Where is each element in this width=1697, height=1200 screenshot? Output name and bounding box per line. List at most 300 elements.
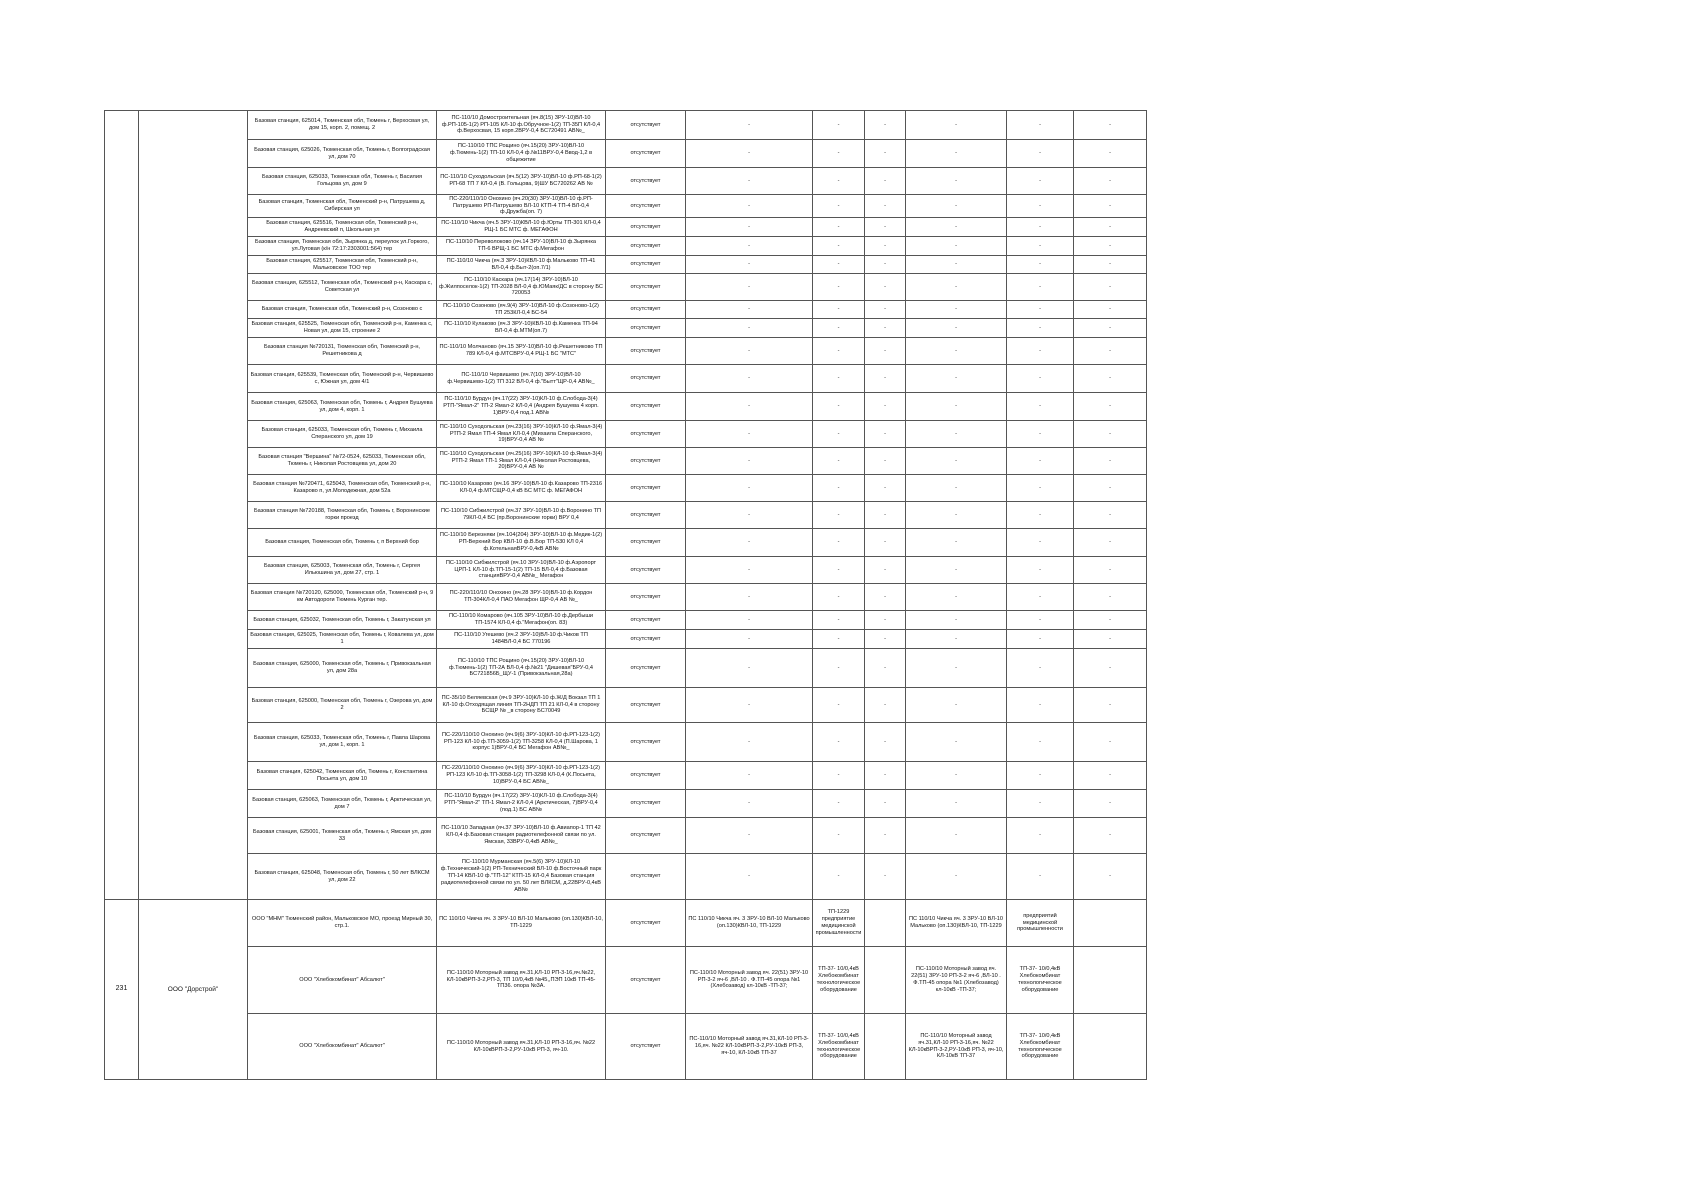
col5-cell: - xyxy=(813,237,865,256)
col4-cell: - xyxy=(686,393,813,421)
col9-cell: - xyxy=(1074,529,1147,557)
supply-line-cell: ПС-220/110/10 Онохино (яч.9(6) ЗРУ-10)КЛ-10 ф.РП-123-1(2) РП-123 КЛ-10 ф.ТП-3059-1(2) ТП-3258 КЛ-0,4 (П.Шарова, 1 корпус 1)ВРУ-0,4 БС Мегафон АВ№_ xyxy=(437,723,606,762)
address-cell: Базовая станция, 625003, Тюменская обл, Тюмень г, Сергея Ильюшина ул, дом 27, стр. 1 xyxy=(248,557,437,584)
table-row xyxy=(105,237,1147,256)
number-cell-empty xyxy=(105,111,139,900)
col7-cell: - xyxy=(906,421,1007,448)
document-table xyxy=(104,110,1147,1080)
col7-cell: - xyxy=(906,338,1007,365)
col6-cell: - xyxy=(865,790,906,818)
supply-line-cell: ПС-220/110/10 Онохино (яч.20(30) ЗРУ-10)ВЛ-10 ф.РП-Патрушево РП-Патрушево ВЛ-10 КТП-4 ТП-4 ВЛ-0,4 ф.Дружба(оп. 7) xyxy=(437,195,606,218)
col5-cell: - xyxy=(813,218,865,237)
col7-cell: - xyxy=(906,237,1007,256)
status-cell: отсутствует xyxy=(606,790,686,818)
status-cell: отсутствует xyxy=(606,688,686,723)
col5-cell: - xyxy=(813,448,865,475)
status-cell: отсутствует xyxy=(606,502,686,529)
row-number-cell: 231 xyxy=(105,900,139,1080)
table-row xyxy=(105,723,1147,762)
col9-cell: - xyxy=(1074,256,1147,274)
supply-line-cell: ПС-110/10 Бурдун (яч.17(22) ЗРУ-10)КЛ-10 ф.Слобода-3(4) РТП-"Ямал-2" ТП-1 Ямал-2 КЛ-0,4 (Арктическая, 7)ВРУ-0,4 (под.1) БС АВ№ xyxy=(437,790,606,818)
status-cell: отсутствует xyxy=(606,218,686,237)
col9-cell: - xyxy=(1074,319,1147,338)
col7-cell: ПС-110/10 Моторный завод яч. 22(51) ЗРУ-10 РП-3-2 яч-6 ,ВЛ-10 . Ф.ТП-45 опора №1 (Хлебозавод) кл-10кВ -ТП-37; xyxy=(906,947,1007,1014)
table-row xyxy=(105,611,1147,630)
status-cell: отсутствует xyxy=(606,338,686,365)
col7-cell: - xyxy=(906,611,1007,630)
table-row xyxy=(105,393,1147,421)
col9-cell: - xyxy=(1074,584,1147,611)
col9-cell: - xyxy=(1074,301,1147,319)
supply-line-cell: ПС-110/10 Каскара (яч.17(14) ЗРУ-10)ВЛ-10 ф.Жилпоселок-1(2) ТП-2028 ВЛ-0,4 ф.ЮМаяк/ДС в сторону БС 720053 xyxy=(437,274,606,301)
col4-cell: - xyxy=(686,790,813,818)
address-cell: Базовая станция, 625032, Тюменская обл, Тюмень г, Закатунская ул xyxy=(248,611,437,630)
supply-line-cell: ПС-110/10 Сибжилстрой (яч.10 ЗРУ-10)ВЛ-10 ф.Аэропорт ЦРП-1 КЛ-10 ф.ТП-15-1(2) ТП-15 ВЛ-0,4 ф.Базовая станцияВРУ-0,4 АВ№_ Мегафон xyxy=(437,557,606,584)
col4-cell: - xyxy=(686,854,813,900)
table-row xyxy=(105,274,1147,301)
col4-cell: - xyxy=(686,237,813,256)
col9-cell: - xyxy=(1074,393,1147,421)
col4-cell: - xyxy=(686,649,813,688)
col8-cell: - xyxy=(1007,688,1074,723)
address-cell: Базовая станция, 625525, Тюменская обл, Тюменский р-н, Каменка с, Новая ул, дом 15, строение 2 xyxy=(248,319,437,338)
col8-cell: - xyxy=(1007,557,1074,584)
col5-cell: - xyxy=(813,649,865,688)
supply-line-cell: ПС-110/10 Казарово (яч.16 ЗРУ-10)ВЛ-10 ф.Казарово ТП-2316 КЛ-0,4 ф.МТСЩР-0,4 кВ БС МТС ф. МЕГАФОН xyxy=(437,475,606,502)
status-cell: отсутствует xyxy=(606,365,686,393)
col9-cell: - xyxy=(1074,448,1147,475)
col4-cell: - xyxy=(686,365,813,393)
supply-line-cell: ПС-110/10 ТПС Рощино (яч.15(20) ЗРУ-10)ВЛ-10 ф.Тюмень-1(2) ТП-10 КЛ-0,4 ф.№11ВРУ-0,4 Ввод-1,2 в общежитие xyxy=(437,140,606,168)
col8-cell: ТП-37- 10/0,4кВ Хлебокомбинат технологическое оборудование xyxy=(1007,947,1074,1014)
address-cell: Базовая станция, 625063, Тюменская обл, Тюмень г, Андрея Бушуева ул, дом 4, корп. 1 xyxy=(248,393,437,421)
col8-cell: - xyxy=(1007,338,1074,365)
status-cell: отсутствует xyxy=(606,1014,686,1080)
col4-cell: - xyxy=(686,557,813,584)
status-cell: отсутствует xyxy=(606,111,686,140)
col6-cell: - xyxy=(865,421,906,448)
address-cell: Базовая станция №720131, Тюменская обл, Тюменский р-н, Решетникова д xyxy=(248,338,437,365)
address-cell: ООО "Хлебокомбинат" Абсалют" xyxy=(248,947,437,1014)
status-cell: отсутствует xyxy=(606,649,686,688)
col7-cell: - xyxy=(906,301,1007,319)
col9-cell: - xyxy=(1074,630,1147,649)
table-row xyxy=(105,529,1147,557)
col9-cell xyxy=(1074,900,1147,947)
col7-cell: - xyxy=(906,111,1007,140)
table-row xyxy=(105,818,1147,854)
col4-cell: - xyxy=(686,529,813,557)
col8-cell: - xyxy=(1007,475,1074,502)
address-cell: Базовая станция №720188, Тюменская обл, Тюмень г, Воронинские горки проезд xyxy=(248,502,437,529)
col8-cell: - xyxy=(1007,611,1074,630)
table-row xyxy=(105,900,1147,947)
col9-cell: - xyxy=(1074,790,1147,818)
address-cell: Базовая станция, 625025, Тюменская обл, Тюмень г, Ковалева ул, дом 1 xyxy=(248,630,437,649)
supply-line-cell: ПС-220/110/10 Онохино (яч.9(6) ЗРУ-10)КЛ-10 ф.РП-123-1(2) РП-123 КЛ-10 ф.ТП-3058-1(2) ТП-3298 КЛ-0,4 (К.Посьета, 10)ВРУ-0,4 БС АВ№_ xyxy=(437,762,606,790)
address-cell: Базовая станция, 625033, Тюменская обл, Тюмень г, Василия Гольцова ул, дом 9 xyxy=(248,168,437,195)
col9-cell: - xyxy=(1074,502,1147,529)
col6-cell: - xyxy=(865,448,906,475)
col6-cell: - xyxy=(865,688,906,723)
table-row xyxy=(105,947,1147,1014)
col8-cell: - xyxy=(1007,790,1074,818)
status-cell: отсутствует xyxy=(606,475,686,502)
col5-cell: - xyxy=(813,365,865,393)
status-cell: отсутствует xyxy=(606,723,686,762)
address-cell: Базовая станция №720471, 625043, Тюменская обл, Тюменский р-н, Казарово п, ул.Молодежная, дом 52а xyxy=(248,475,437,502)
col4-cell: - xyxy=(686,319,813,338)
address-cell: Базовая станция, Тюменская обл, Тюмень г, п Верхний бор xyxy=(248,529,437,557)
status-cell: отсутствует xyxy=(606,557,686,584)
supply-line-cell: ПС-110/10 Сибжилстрой (яч.37 ЗРУ-10)ВЛ-10 ф.Воронино ТП 79КЛ-0,4 БС (пр.Воронинские горки) ВРУ 0,4 xyxy=(437,502,606,529)
status-cell: отсутствует xyxy=(606,818,686,854)
address-cell: Базовая станция, Тюменская обл, Зырянка д, переулок ул.Горкого, ул.Луговая (к/н 72:17:2303001:564) тер xyxy=(248,237,437,256)
col8-cell: - xyxy=(1007,237,1074,256)
col9-cell: - xyxy=(1074,237,1147,256)
col8-cell: - xyxy=(1007,529,1074,557)
address-cell: Базовая станция, 625033, Тюменская обл, Тюмень г, Павла Шарова ул, дом 1, корп. 1 xyxy=(248,723,437,762)
col5-cell: - xyxy=(813,818,865,854)
status-cell: отсутствует xyxy=(606,611,686,630)
col5-cell: - xyxy=(813,688,865,723)
supply-line-cell: ПС-35/10 Беляевская (яч.9 ЗРУ-10)КЛ-10 ф.Ж/Д Вокзал ТП 1 КЛ-10 ф.Отходящая линия ТП-2НДП ТП 21 КЛ-0,4 в сторону БСЩР № _в сторону БС70049 xyxy=(437,688,606,723)
col8-cell: - xyxy=(1007,140,1074,168)
supply-line-cell: ПС-110/10 Угешево (яч.2 ЗРУ-10)ВЛ-10 ф.Чиков ТП 1484ВЛ-0,4 БС 770196 xyxy=(437,630,606,649)
col9-cell: - xyxy=(1074,649,1147,688)
col6-cell: - xyxy=(865,168,906,195)
col8-cell: - xyxy=(1007,301,1074,319)
address-cell: Базовая станция №720120, 625000, Тюменская обл, Тюменский р-н, 9 км Автодороги Тюмень Курган тер. xyxy=(248,584,437,611)
table-row xyxy=(105,557,1147,584)
col6-cell xyxy=(865,1014,906,1080)
status-cell: отсутствует xyxy=(606,195,686,218)
supply-line-cell: ПС-110/10 Чикча (яч.5 ЗРУ-10)КВЛ-10 ф.Юрты ТП-301 КЛ-0,4 РЩ-1 БС МТС ф. МЕГАФОН xyxy=(437,218,606,237)
address-cell: ООО "МНМ" Тюменский район, Мальковское МО, проезд Мирный 30, стр.1. xyxy=(248,900,437,947)
col7-cell: - xyxy=(906,854,1007,900)
col7-cell: - xyxy=(906,393,1007,421)
address-cell: Базовая станция, 625063, Тюменская обл, Тюмень г, Арктическая ул, дом 7 xyxy=(248,790,437,818)
col8-cell: - xyxy=(1007,195,1074,218)
col9-cell: - xyxy=(1074,557,1147,584)
col6-cell xyxy=(865,900,906,947)
supply-line-cell: ПС-110/10 Переволоково (яч.14 ЗРУ-10)ВЛ-10 ф.Зырянка ТП-6 ВРЩ-1 БС МТС ф.Мегафон xyxy=(437,237,606,256)
address-cell: Базовая станция, 625539, Тюменская обл, Тюменский р-н, Червишево с, Южная ул, дом 4/1 xyxy=(248,365,437,393)
col6-cell: - xyxy=(865,140,906,168)
address-cell: Базовая станция "Вершина" №72-0524, 625033, Тюменская обл, Тюмень г, Николая Ростовцева ул, дом 20 xyxy=(248,448,437,475)
col8-cell: - xyxy=(1007,218,1074,237)
col5-cell: - xyxy=(813,338,865,365)
col5-cell: - xyxy=(813,584,865,611)
col6-cell: - xyxy=(865,393,906,421)
table-row xyxy=(105,448,1147,475)
col6-cell: - xyxy=(865,818,906,854)
status-cell: отсутствует xyxy=(606,237,686,256)
col9-cell: - xyxy=(1074,762,1147,790)
supply-line-cell: ПС-110/10 Суходольская (яч.5(12) ЗРУ-10)ВЛ-10 ф.РП-68-1(2) РП-68 ТП 7 КЛ-0,4 (В. Гольцова, 9)ШУ БС720262 АВ № xyxy=(437,168,606,195)
table-row xyxy=(105,790,1147,818)
status-cell: отсутствует xyxy=(606,319,686,338)
table-row xyxy=(105,168,1147,195)
status-cell: отсутствует xyxy=(606,529,686,557)
address-cell: Базовая станция, 625517, Тюменская обл, Тюменский р-н, Мальковское ТОО тер xyxy=(248,256,437,274)
col4-cell: - xyxy=(686,688,813,723)
address-cell: Базовая станция, 625000, Тюменская обл, Тюмень г, Озерова ул, дом 2 xyxy=(248,688,437,723)
col5-cell: - xyxy=(813,475,865,502)
col6-cell: - xyxy=(865,557,906,584)
organization-cell: ООО "Дорстрой" xyxy=(139,900,248,1080)
organization-cell-empty xyxy=(139,111,248,900)
col4-cell: - xyxy=(686,611,813,630)
col5-cell: - xyxy=(813,140,865,168)
status-cell: отсутствует xyxy=(606,140,686,168)
col9-cell: - xyxy=(1074,338,1147,365)
supply-line-cell: ПС 110/10 Чикча яч. 3 ЗРУ-10 ВЛ-10 Мальково (оп.130)КВЛ-10, ТП-1229 xyxy=(437,900,606,947)
table-row xyxy=(105,218,1147,237)
col6-cell: - xyxy=(865,475,906,502)
address-cell: Базовая станция, Тюменская обл, Тюменский р-н, Патрушева д, Сибирская ул xyxy=(248,195,437,218)
status-cell: отсутствует xyxy=(606,301,686,319)
table-row xyxy=(105,1014,1147,1080)
supply-line-cell: ПС-110/10 Бурдун (яч.17(22) ЗРУ-10)КЛ-10 ф.Слобода-3(4) РТП-"Ямал-2" ТП-2 Ямал-2 КЛ-0,4 (Андрея Бушуева 4 корп. 1)ВРУ-0,4 под.1 АВ№ xyxy=(437,393,606,421)
col9-cell xyxy=(1074,1014,1147,1080)
col7-cell: - xyxy=(906,649,1007,688)
col5-cell: - xyxy=(813,790,865,818)
address-cell: Базовая станция, 625042, Тюменская обл, Тюмень г, Константина Посьета ул, дом 10 xyxy=(248,762,437,790)
table-row xyxy=(105,338,1147,365)
col9-cell: - xyxy=(1074,365,1147,393)
table-row xyxy=(105,649,1147,688)
col6-cell: - xyxy=(865,338,906,365)
col7-cell: - xyxy=(906,218,1007,237)
col5-cell: - xyxy=(813,630,865,649)
table-row xyxy=(105,319,1147,338)
col8-cell: - xyxy=(1007,502,1074,529)
col6-cell: - xyxy=(865,365,906,393)
table-row xyxy=(105,762,1147,790)
col9-cell: - xyxy=(1074,611,1147,630)
table-row xyxy=(105,301,1147,319)
col8-cell: - xyxy=(1007,421,1074,448)
address-cell: Базовая станция, 625014, Тюменская обл, Тюмень г, Верхосвая ул, дом 15, корп. 2, помещ. 2 xyxy=(248,111,437,140)
col6-cell xyxy=(865,947,906,1014)
col6-cell: - xyxy=(865,529,906,557)
table-row xyxy=(105,111,1147,140)
supply-line-cell: ПС-110/10 Молчаново (яч.15 ЗРУ-10)ВЛ-10 ф.Решетниково ТП 789 КЛ-0,4 ф.МТСВРУ-0,4 РЩ-1 БС "МТС" xyxy=(437,338,606,365)
supply-line-cell: ПС-110/10 Суходольская (яч.23(16) ЗРУ-10)КЛ-10 ф.Ямал-3(4) РТП-2 Ямал ТП-4 Ямал КЛ-0,4 (Михаила Сперанского, 19)ВРУ-0,4 АВ № xyxy=(437,421,606,448)
col9-cell: - xyxy=(1074,111,1147,140)
col8-cell: - xyxy=(1007,584,1074,611)
col7-cell: - xyxy=(906,256,1007,274)
status-cell: отсутствует xyxy=(606,393,686,421)
col8-cell: - xyxy=(1007,274,1074,301)
col8-cell: - xyxy=(1007,256,1074,274)
col6-cell: - xyxy=(865,111,906,140)
col7-cell: - xyxy=(906,584,1007,611)
table-row xyxy=(105,854,1147,900)
table-row xyxy=(105,195,1147,218)
col7-cell: - xyxy=(906,529,1007,557)
address-cell: Базовая станция, 625048, Тюменская обл, Тюмень г, 50 лет ВЛКСМ ул, дом 22 xyxy=(248,854,437,900)
col7-cell: - xyxy=(906,140,1007,168)
col6-cell: - xyxy=(865,762,906,790)
table-row xyxy=(105,140,1147,168)
col6-cell: - xyxy=(865,256,906,274)
col5-cell: - xyxy=(813,319,865,338)
status-cell: отсутствует xyxy=(606,762,686,790)
col8-cell: - xyxy=(1007,111,1074,140)
supply-line-cell: ПС-110/10 Моторный завод яч.31,КЛ-10 РП-3-16,яч. №22 КЛ-10кВРП-3-2,РУ-10кВ РП-3, яч-10. xyxy=(437,1014,606,1080)
col7-cell: ПС 110/10 Чикча яч. 3 ЗРУ-10 ВЛ-10 Мальково (оп.130)КВЛ-10, ТП-1229 xyxy=(906,900,1007,947)
supply-line-cell: ПС-110/10 Суходольская (яч.25(16) ЗРУ-10)КЛ-10 ф.Ямал-3(4) РТП-2 Ямал ТП-1 Ямал КЛ-0,4 (Николая Ростовцева, 20)ВРУ-0,4 АВ № xyxy=(437,448,606,475)
col6-cell: - xyxy=(865,584,906,611)
status-cell: отсутствует xyxy=(606,900,686,947)
col9-cell: - xyxy=(1074,818,1147,854)
col8-cell: - xyxy=(1007,319,1074,338)
col6-cell: - xyxy=(865,649,906,688)
col5-cell: - xyxy=(813,611,865,630)
col9-cell: - xyxy=(1074,854,1147,900)
col7-cell: - xyxy=(906,274,1007,301)
col7-cell: - xyxy=(906,168,1007,195)
col6-cell: - xyxy=(865,854,906,900)
col9-cell: - xyxy=(1074,421,1147,448)
col6-cell: - xyxy=(865,723,906,762)
col4-cell: - xyxy=(686,723,813,762)
col4-cell: ПС-110/10 Моторный завод яч. 22(51) ЗРУ-10 РП-3-2 яч-6 ,ВЛ-10 . Ф.ТП-45 опора №1 (Хлебозавод) кл-10кВ -ТП-37; xyxy=(686,947,813,1014)
col6-cell: - xyxy=(865,630,906,649)
col6-cell: - xyxy=(865,301,906,319)
col4-cell: - xyxy=(686,475,813,502)
status-cell: отсутствует xyxy=(606,854,686,900)
col4-cell: - xyxy=(686,448,813,475)
col7-cell: - xyxy=(906,762,1007,790)
col5-cell: - xyxy=(813,762,865,790)
table-row xyxy=(105,365,1147,393)
col8-cell: - xyxy=(1007,818,1074,854)
col7-cell: - xyxy=(906,475,1007,502)
col9-cell: - xyxy=(1074,140,1147,168)
supply-line-cell: ПС-220/110/10 Онохино (яч.28 ЗРУ-10)ВЛ-10 ф.Кордон ТП-304КЛ-0,4 ПАО Мегафон ЩР-0,4 АВ №_ xyxy=(437,584,606,611)
col8-cell: ТП-37- 10/0,4кВ Хлебокомбинат технологическое оборудование xyxy=(1007,1014,1074,1080)
col4-cell: ПС-110/10 Моторный завод яч.31,КЛ-10 РП-3-16,яч. №22 КЛ-10кВРП-3-2,РУ-10кВ РП-3, яч-10, КЛ-10кВ ТП-37 xyxy=(686,1014,813,1080)
table-row xyxy=(105,475,1147,502)
table-row xyxy=(105,584,1147,611)
supply-line-cell: ПС-110/10 Чикча (яч.3 ЗРУ-10)КВЛ-10 ф.Мальково ТП-41 ВЛ-0,4 ф.Быт-2(оп.7/1) xyxy=(437,256,606,274)
col9-cell xyxy=(1074,947,1147,1014)
supply-line-cell: ПС-110/10 Червишево (яч.7(10) ЗРУ-10)ВЛ-10 ф.Червишево-1(2) ТП 312 ВЛ-0,4 ф."Бытт"ЩР-0,4 АВ№_ xyxy=(437,365,606,393)
col4-cell: - xyxy=(686,502,813,529)
supply-line-cell: ПС-110/10 Березняки (яч.104(204) ЗРУ-10)ВЛ-10 ф.Медик-1(2) РП-Верхний Бор КВЛ-10 ф.В.Бор ТП-530 КЛ 0,4 ф.КотельнаяВРУ-0,4кВ АВ№ xyxy=(437,529,606,557)
address-cell: Базовая станция, 625001, Тюменская обл, Тюмень г, Ямская ул, дом 33 xyxy=(248,818,437,854)
col7-cell: - xyxy=(906,448,1007,475)
address-cell: Базовая станция, 625033, Тюменская обл, Тюмень г, Михаила Сперанского ул, дом 19 xyxy=(248,421,437,448)
col6-cell: - xyxy=(865,611,906,630)
col7-cell: - xyxy=(906,688,1007,723)
col4-cell: - xyxy=(686,218,813,237)
col7-cell: - xyxy=(906,790,1007,818)
col7-cell: - xyxy=(906,319,1007,338)
col4-cell: - xyxy=(686,168,813,195)
col5-cell: - xyxy=(813,301,865,319)
col4-cell: - xyxy=(686,274,813,301)
col9-cell: - xyxy=(1074,274,1147,301)
status-cell: отсутствует xyxy=(606,630,686,649)
status-cell: отсутствует xyxy=(606,421,686,448)
col4-cell: - xyxy=(686,630,813,649)
supply-line-cell: ПС-110/10 Комарово (яч.105 ЗРУ-10)ВЛ-10 ф.Дербыши ТП-1574 КЛ-0,4 ф."Мегафон(оп. 83) xyxy=(437,611,606,630)
col6-cell: - xyxy=(865,237,906,256)
col5-cell: - xyxy=(813,111,865,140)
table-row xyxy=(105,256,1147,274)
col4-cell: ПС 110/10 Чикча яч. 3 ЗРУ-10 ВЛ-10 Мальково (оп.130)КВЛ-10, ТП-1229 xyxy=(686,900,813,947)
col8-cell: - xyxy=(1007,448,1074,475)
col5-cell: - xyxy=(813,502,865,529)
col4-cell: - xyxy=(686,818,813,854)
col6-cell: - xyxy=(865,502,906,529)
supply-line-cell: ПС-110/10 Созоново (яч.9(4) ЗРУ-10)ВЛ-10 ф.Созоново-1(2) ТП 253КЛ-0,4 БС-54 xyxy=(437,301,606,319)
status-cell: отсутствует xyxy=(606,256,686,274)
status-cell: отсутствует xyxy=(606,584,686,611)
table-body xyxy=(105,111,1147,1080)
col7-cell: - xyxy=(906,557,1007,584)
col7-cell: - xyxy=(906,818,1007,854)
supply-line-cell: ПС-110/10 Кулаково (яч.3 ЗРУ-10)КВЛ-10 ф.Каменка ТП-94 ВЛ-0,4 ф.МТМ(оп.7) xyxy=(437,319,606,338)
address-cell: Базовая станция, 625000, Тюменская обл, Тюмень г, Привокзальная ул, дом 28а xyxy=(248,649,437,688)
status-cell: отсутствует xyxy=(606,168,686,195)
col8-cell: - xyxy=(1007,649,1074,688)
table-row xyxy=(105,688,1147,723)
col7-cell: - xyxy=(906,723,1007,762)
supply-line-cell: ПС-110/10 Моторный завод яч.31,КЛ-10 РП-3-16,яч.№22, КЛ-10кВРП-3-2,РП-3, ТП 10/0,4кВ №45,,ПЭП 10кВ ТП-45-ТП36. опора №3А. xyxy=(437,947,606,1014)
col4-cell: - xyxy=(686,140,813,168)
status-cell: отсутствует xyxy=(606,448,686,475)
col7-cell: - xyxy=(906,365,1007,393)
col5-cell: - xyxy=(813,256,865,274)
address-cell: Базовая станция, 625026, Тюменская обл, Тюмень г, Волгоградская ул, дом 70 xyxy=(248,140,437,168)
col4-cell: - xyxy=(686,421,813,448)
col5-cell: - xyxy=(813,393,865,421)
col6-cell: - xyxy=(865,195,906,218)
col9-cell: - xyxy=(1074,688,1147,723)
col4-cell: - xyxy=(686,301,813,319)
col6-cell: - xyxy=(865,218,906,237)
status-cell: отсутствует xyxy=(606,274,686,301)
supply-line-cell: ПС-110/10 Домостроительная (яч.8(15) ЗРУ-10)ВЛ-10 ф.РП-105-1(2) РП-105 КЛ-10 ф.Обручное-1(2) ТП-35П КЛ-0,4 ф.Верхосвая, 15 корп.2ВРУ-0,4 БС720491 АВ№_ xyxy=(437,111,606,140)
supply-line-cell: ПС-110/10 Мурманская (яч.5(6) ЗРУ-10)КЛ-10 ф.Технический-1(2) РП-Технический ВЛ-10 ф.Восточный парк ТП-14 КВЛ-10 ф."ТП-12" КТП-15 КЛ-0,4 Базовая станция радиотелефонной связи по ул. 50 лет ВЛКСМ, д.22ВРУ-0,4кВ АВ№ xyxy=(437,854,606,900)
col8-cell: - xyxy=(1007,854,1074,900)
col5-cell: - xyxy=(813,421,865,448)
col4-cell: - xyxy=(686,256,813,274)
col5-cell: - xyxy=(813,168,865,195)
col5-cell: - xyxy=(813,854,865,900)
col4-cell: - xyxy=(686,111,813,140)
col5-cell: - xyxy=(813,723,865,762)
col6-cell: - xyxy=(865,274,906,301)
col8-cell: предприятий медицинской промышленности xyxy=(1007,900,1074,947)
col9-cell: - xyxy=(1074,218,1147,237)
col8-cell: - xyxy=(1007,723,1074,762)
supply-line-cell: ПС-110/10 ТПС Рощино (яч.15(20) ЗРУ-10)ВЛ-10 ф.Тюмень-1(2) ТП-2А ВЛ-0,4 ф.№21 "Дишевая"БРУ-0,4 БС721856Б_ЩУ-1 (Привокзальная,28а) xyxy=(437,649,606,688)
col5-cell: ТП-37- 10/0,4кВ Хлебокомбинат технологическое оборудование xyxy=(813,1014,865,1080)
table-row xyxy=(105,630,1147,649)
col4-cell: - xyxy=(686,584,813,611)
col8-cell: - xyxy=(1007,630,1074,649)
col5-cell: - xyxy=(813,274,865,301)
col5-cell: - xyxy=(813,557,865,584)
col8-cell: - xyxy=(1007,393,1074,421)
col4-cell: - xyxy=(686,338,813,365)
